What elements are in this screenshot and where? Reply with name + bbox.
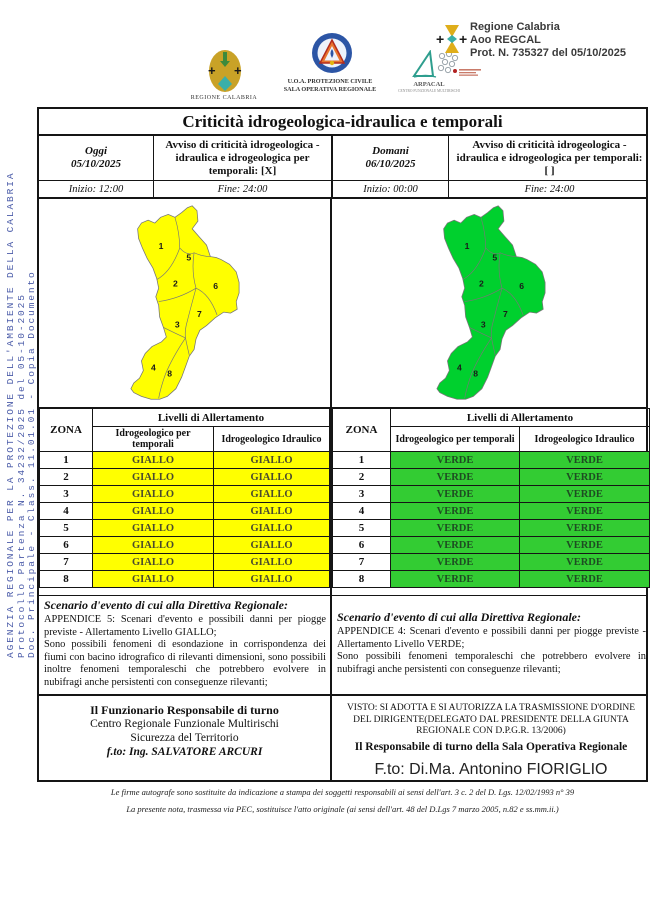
zone-label: 5	[185, 252, 191, 263]
sidebar-protocol-text	[6, 100, 38, 658]
level-temporali: GIALLO	[93, 503, 214, 520]
zone-number: 3	[333, 486, 391, 503]
zone-number: 3	[40, 486, 93, 503]
zone-number: 7	[333, 554, 391, 571]
zone-label: 7	[196, 308, 202, 319]
table-row	[333, 537, 650, 554]
zona-header: ZONA	[333, 409, 391, 452]
sidebar-line2: Protocollo Partenza N. 34232/2025 del 05-10-2025	[15, 293, 27, 658]
table-row	[40, 571, 330, 588]
level-idraulico: GIALLO	[214, 452, 330, 469]
calabria-outline-today	[130, 206, 238, 399]
footnote-line1: Le firme autografe sono sostituite da indicazione a stampa dei soggetti responsabili ai sensi dell'art. 3 c. 2 del D. Lgs. 12/02/1993 n° 39	[110, 787, 575, 797]
protocol-line1: Regione Calabria	[470, 21, 560, 33]
level-temporali: GIALLO	[93, 571, 214, 588]
calabria-map-today	[125, 202, 245, 405]
tomorrow-avviso: Avviso di criticità idrogeologica - idraulica e idrogeologica per temporali: [ ]	[448, 136, 650, 180]
level-temporali: GIALLO	[93, 554, 214, 571]
alert-table-today	[39, 408, 332, 595]
protocol-stamp-logo-icon	[436, 23, 468, 57]
page-title: Criticità idrogeologica-idraulica e temporali	[39, 109, 646, 136]
level-idraulico: VERDE	[520, 537, 650, 554]
level-temporali: VERDE	[391, 452, 520, 469]
zone-number: 1	[40, 452, 93, 469]
zone-number: 2	[333, 469, 391, 486]
svg-text:+: +	[436, 31, 445, 47]
zone-number: 8	[333, 571, 391, 588]
level-idraulico: GIALLO	[214, 537, 330, 554]
zone-label: 3	[480, 319, 486, 330]
zone-number: 7	[40, 554, 93, 571]
level-temporali: VERDE	[391, 537, 520, 554]
svg-text:+: +	[234, 63, 242, 78]
tomorrow-fine: Fine: 24:00	[448, 181, 650, 197]
calabria-outline-tomorrow	[437, 206, 545, 399]
pc-caption-line1: U.O.A. PROTEZIONE CIVILE	[287, 78, 373, 85]
level-temporali: GIALLO	[93, 537, 214, 554]
scenario-heading: Scenario d'evento di cui alla Direttiva Regionale:	[337, 610, 581, 624]
table-row	[333, 503, 650, 520]
protocol-line3: Prot. N. 735327 del 05/10/2025	[470, 47, 626, 59]
zone-label: 3	[174, 319, 180, 330]
alert-tables-row	[39, 408, 646, 596]
signature-left-line3: Sicurezza del Territorio	[130, 732, 239, 744]
zone-label: 6	[212, 281, 218, 292]
table-row	[333, 571, 650, 588]
zone-label: 8	[473, 368, 479, 379]
level-idraulico: VERDE	[520, 486, 650, 503]
regione-calabria-logo-icon	[203, 48, 247, 94]
zone-number: 5	[40, 520, 93, 537]
level-temporali: GIALLO	[93, 486, 214, 503]
zone-label: 1	[464, 240, 470, 251]
pc-caption-line2: SALA OPERATIVA REGIONALE	[283, 85, 377, 93]
arpacal-caption: ARPACAL	[413, 81, 445, 88]
level-temporali: VERDE	[391, 520, 520, 537]
svg-text:+: +	[459, 31, 468, 47]
level-temporali: VERDE	[391, 469, 520, 486]
level-idraulico: VERDE	[520, 520, 650, 537]
scenario-body-today: Sono possibili fenomeni di esondazione in corrispondenza dei fiumi con bacino idrografico di rilevanti dimensioni, sono possibili inoltre fenomeni temporaleschi che potrebbero evolvere in nubifragi anche persistenti con conseguenze rilevanti;	[44, 639, 326, 688]
today-day-cell	[39, 136, 153, 180]
scenario-appendix-tomorrow: APPENDICE 4: Scenari d'evento e possibili danni per piogge previste - Allertamento Livello VERDE;	[337, 626, 646, 650]
table-row	[40, 520, 330, 537]
zone-label: 2	[479, 278, 484, 289]
zona-header: ZONA	[40, 409, 93, 452]
table-row	[333, 554, 650, 571]
level-temporali: VERDE	[391, 486, 520, 503]
level-idraulico: GIALLO	[214, 469, 330, 486]
level-idraulico: GIALLO	[214, 571, 330, 588]
level-idraulico: VERDE	[520, 452, 650, 469]
signatures-row	[39, 696, 646, 780]
level-idraulico: GIALLO	[214, 486, 330, 503]
idraulico-header: Idrogeologico Idraulico	[214, 427, 330, 452]
calabria-map-tomorrow	[431, 202, 551, 405]
arpacal-subcaption: CENTRO FUNZIONALE MULTIRISCHI	[398, 89, 460, 93]
level-idraulico: GIALLO	[214, 503, 330, 520]
level-temporali: GIALLO	[93, 452, 214, 469]
protezione-civile-logo-icon	[311, 32, 353, 74]
zone-label: 4	[150, 362, 156, 373]
scenario-heading: Scenario d'evento di cui alla Direttiva Regionale:	[44, 598, 288, 612]
today-inizio: Inizio: 12:00	[68, 183, 124, 195]
zone-number: 2	[40, 469, 93, 486]
zone-number: 8	[40, 571, 93, 588]
signature-right-signer: F.to: Di.Ma. Antonino FIORIGLIO	[374, 760, 608, 778]
today-avviso: Avviso di criticità idrogeologica - idraulica e idrogeologica per temporali: [X]	[153, 136, 331, 180]
protocol-block	[470, 21, 650, 60]
signature-left-title: Il Funzionario Responsabile di turno	[90, 703, 279, 717]
level-temporali: GIALLO	[93, 520, 214, 537]
table-row	[40, 537, 330, 554]
protezione-civile-caption	[280, 78, 380, 93]
level-temporali: VERDE	[391, 503, 520, 520]
level-idraulico: VERDE	[520, 503, 650, 520]
table-row	[333, 486, 650, 503]
signature-right	[332, 696, 650, 780]
table-row	[40, 503, 330, 520]
regione-calabria-caption: REGIONE CALABRIA	[190, 95, 258, 101]
livelli-header: Livelli di Allertamento	[391, 409, 650, 427]
signature-left-signer: f.to: Ing. SALVATORE ARCURI	[106, 746, 263, 758]
map-tomorrow-cell	[332, 199, 650, 407]
footnote-line2: La presente nota, trasmessa via PEC, sostituisce l'atto originale (ai sensi dell'art. 48 del D.Lgs 7 marzo 2005, n.82 e ss.mm.ii.)	[126, 804, 559, 814]
table-row	[333, 469, 650, 486]
table-row	[40, 469, 330, 486]
zone-label: 2	[172, 278, 178, 289]
table-row	[40, 486, 330, 503]
zone-label: 6	[519, 281, 525, 292]
protocol-line2: Aoo REGCAL	[470, 34, 541, 46]
signature-right-role: Il Responsabile di turno della Sala Operativa Regionale	[354, 740, 628, 753]
alert-table-tomorrow	[332, 408, 650, 595]
level-idraulico: GIALLO	[214, 554, 330, 571]
table-row	[333, 520, 650, 537]
tomorrow-day-cell	[331, 136, 448, 180]
scenario-body-tomorrow: Sono possibili fenomeni temporaleschi che potrebbero evolvere in nubifragi anche persistenti con conseguenze rilevanti;	[337, 651, 646, 675]
level-idraulico: VERDE	[520, 571, 650, 588]
map-today-cell	[39, 199, 332, 407]
zone-number: 4	[333, 503, 391, 520]
table-row	[40, 452, 330, 469]
sidebar-line1: AGENZIA REGIONALE PER LA PROTEZIONE DELL'AMBIENTE DELLA CALABRIA	[5, 171, 16, 658]
table-row	[40, 554, 330, 571]
zone-label: 8	[166, 368, 172, 379]
level-temporali: VERDE	[391, 571, 520, 588]
footnotes	[37, 784, 648, 818]
today-day-label: Oggi	[85, 145, 107, 157]
scenario-appendix-today: APPENDICE 5: Scenari d'evento e possibili danni per piogge previste - Allertamento Livello GIALLO;	[44, 614, 326, 638]
temporali-header: Idrogeologico per temporali	[391, 427, 520, 452]
zone-label: 4	[457, 362, 462, 373]
header-row	[39, 136, 646, 181]
time-row	[39, 181, 646, 199]
livelli-header: Livelli di Allertamento	[93, 409, 330, 427]
signature-left	[39, 696, 332, 780]
temporali-header: Idrogeologico per temporali	[93, 427, 214, 452]
tomorrow-day-label: Domani	[372, 145, 409, 157]
idraulico-header: Idrogeologico Idraulico	[520, 427, 650, 452]
tomorrow-date: 06/10/2025	[365, 158, 416, 170]
signature-right-visto: VISTO: SI ADOTTA E SI AUTORIZZA LA TRASMISSIONE D'ORDINE DEL DIRIGENTE(DELEGATO DAL PRESIDENTE DELLA GIUNTA REGIONALE CON D.P.G.R. 13/2006)	[346, 703, 636, 736]
zone-number: 6	[40, 537, 93, 554]
zone-number: 5	[333, 520, 391, 537]
zone-label: 5	[492, 252, 498, 263]
scenario-today	[39, 596, 332, 694]
today-fine: Fine: 24:00	[153, 181, 331, 197]
zone-number: 6	[333, 537, 391, 554]
bulletin-table	[37, 107, 648, 782]
zone-label: 7	[502, 308, 508, 319]
tomorrow-inizio: Inizio: 00:00	[331, 181, 448, 197]
table-row	[333, 452, 650, 469]
level-temporali: GIALLO	[93, 469, 214, 486]
sidebar-line3: Doc. Principale - Class. 11.01.01 - Copia Documento	[26, 270, 37, 658]
level-temporali: VERDE	[391, 554, 520, 571]
today-date: 05/10/2025	[70, 158, 122, 170]
svg-text:+: +	[208, 63, 216, 78]
signature-left-line2: Centro Regionale Funzionale Multirischi	[90, 718, 279, 730]
level-idraulico: VERDE	[520, 554, 650, 571]
zone-number: 1	[333, 452, 391, 469]
scenario-row	[39, 596, 646, 696]
scenario-tomorrow	[332, 596, 650, 694]
zone-number: 4	[40, 503, 93, 520]
level-idraulico: VERDE	[520, 469, 650, 486]
level-idraulico: GIALLO	[214, 520, 330, 537]
maps-row	[39, 199, 646, 408]
zone-label: 1	[158, 240, 163, 251]
